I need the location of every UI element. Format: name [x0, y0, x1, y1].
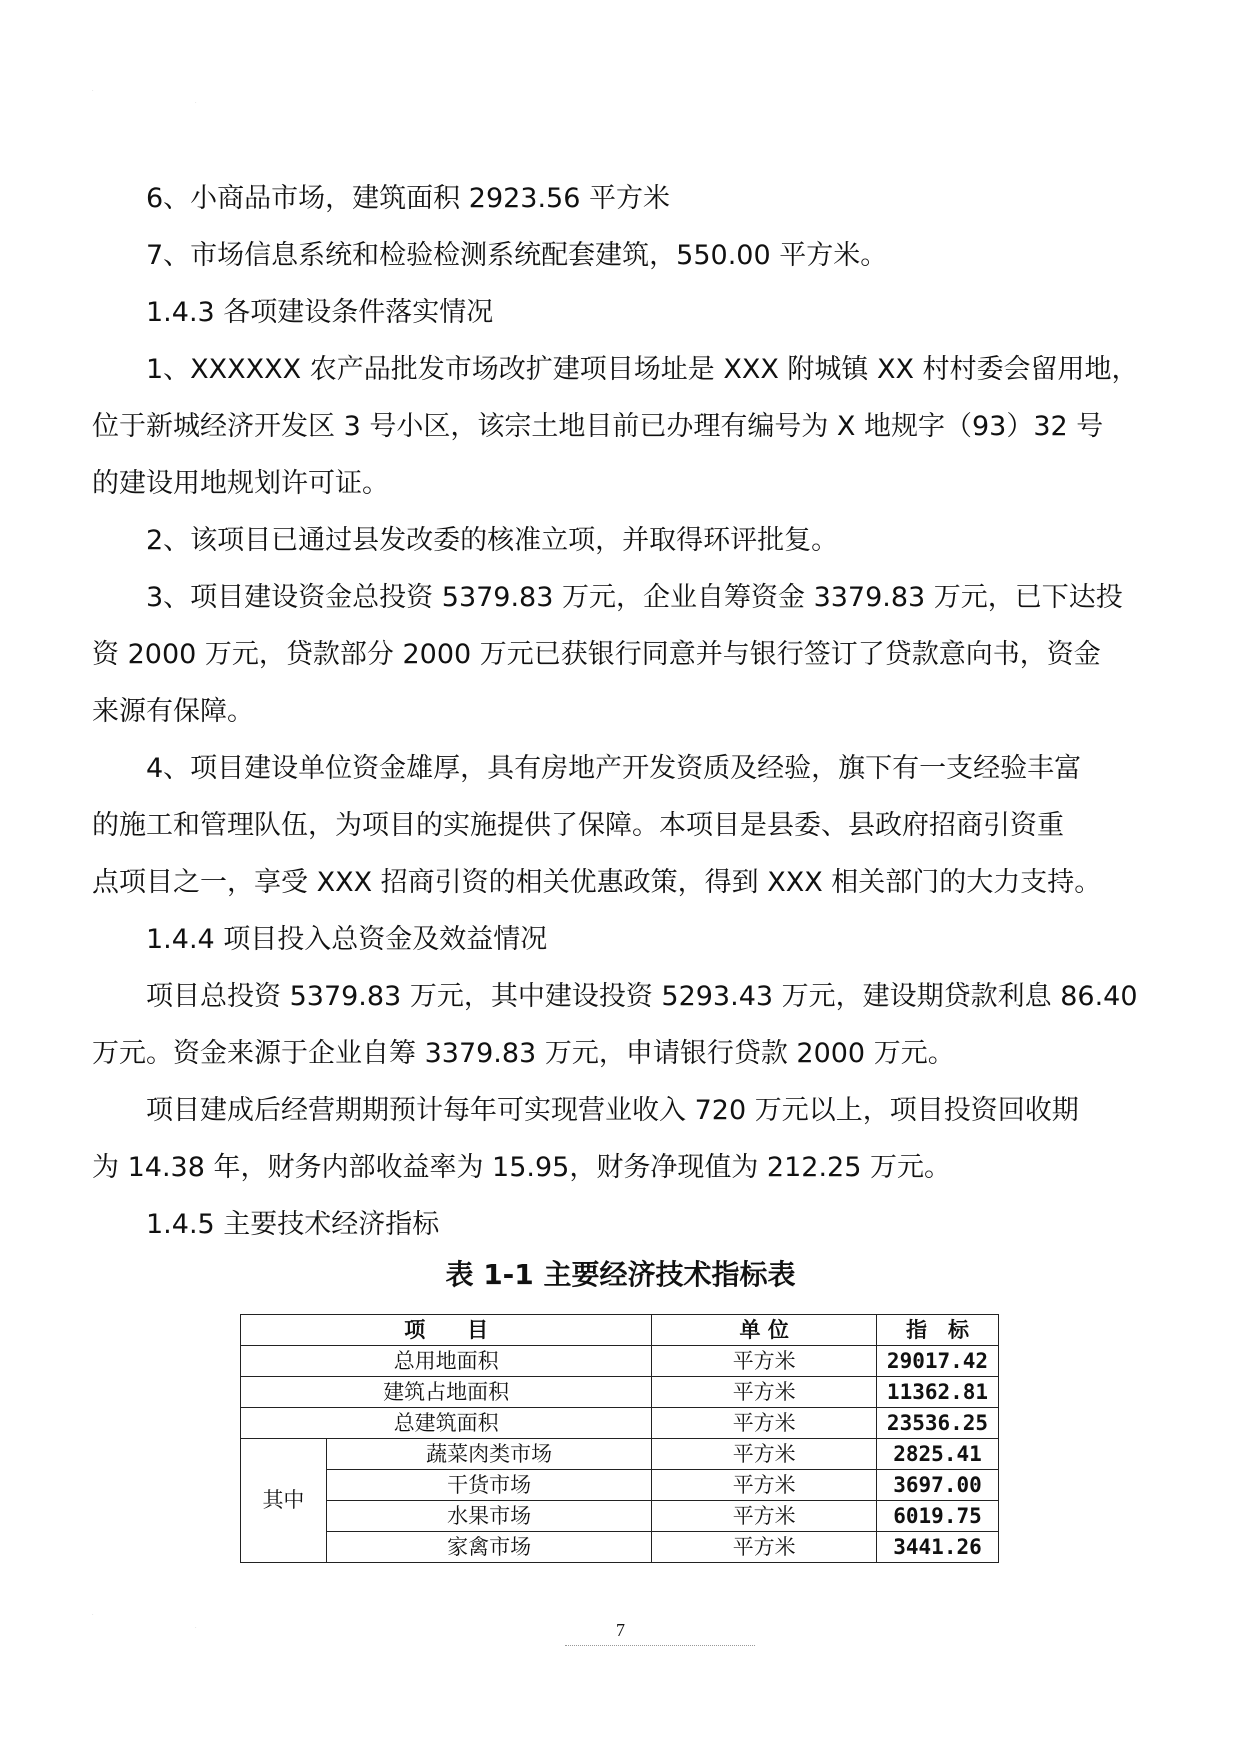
cell-item: 干货市场	[326, 1470, 651, 1501]
cell-unit: 平方米	[652, 1408, 877, 1439]
text-line: 位于新城经济开发区 3 号小区，该宗土地目前已办理有编号为 X 地规字（93）32 号	[92, 411, 1104, 442]
cell-value: 2825.41	[877, 1439, 999, 1470]
header-value: 指 标	[877, 1315, 999, 1346]
section-heading-1-4-5: 1.4.5 主要技术经济指标	[146, 1209, 440, 1240]
cell-item: 蔬菜肉类市场	[326, 1439, 651, 1470]
text-line: 4、项目建设单位资金雄厚，具有房地产开发资质及经验，旗下有一支经验丰富	[146, 753, 1082, 784]
table-row	[241, 1501, 999, 1532]
cell-value: 11362.81	[877, 1377, 999, 1408]
scan-mark: ·	[92, 88, 94, 94]
text-line: 点项目之一，享受 XXX 招商引资的相关优惠政策，得到 XXX 相关部门的大力支持。	[92, 867, 1102, 898]
table-row	[241, 1439, 999, 1470]
condition-3-paragraph	[92, 569, 1154, 740]
cell-value: 3697.00	[877, 1470, 999, 1501]
cell-item: 总用地面积	[241, 1346, 652, 1377]
table-title: 表 1-1 主要经济技术指标表	[445, 1258, 796, 1291]
cell-item: 水果市场	[326, 1501, 651, 1532]
text-line: 万元。资金来源于企业自筹 3379.83 万元，申请银行贷款 2000 万元。	[92, 1038, 955, 1069]
condition-2-paragraph: 2、该项目已通过县发改委的核准立项，并取得环评批复。	[146, 525, 839, 556]
table-row	[241, 1346, 999, 1377]
list-item-6: 6、小商品市场，建筑面积 2923.56 平方米	[146, 183, 670, 214]
cell-unit: 平方米	[652, 1470, 877, 1501]
economic-indicators-table	[240, 1314, 999, 1563]
cell-value: 29017.42	[877, 1346, 999, 1377]
table-row	[241, 1408, 999, 1439]
text-line: 为 14.38 年，财务内部收益率为 15.95，财务净现值为 212.25 万元。	[92, 1152, 951, 1183]
text-line: 项目建成后经营期期预计每年可实现营业收入 720 万元以上，项目投资回收期	[146, 1095, 1079, 1126]
scan-mark: ·	[195, 1625, 197, 1631]
table-header-row	[241, 1315, 999, 1346]
table-row	[241, 1377, 999, 1408]
text-line: 3、项目建设资金总投资 5379.83 万元，企业自筹资金 3379.83 万元，已下达投	[146, 582, 1123, 613]
text-line: 来源有保障。	[92, 696, 254, 727]
text-line: 的建设用地规划许可证。	[92, 468, 389, 499]
cell-unit: 平方米	[652, 1377, 877, 1408]
section-heading-1-4-3: 1.4.3 各项建设条件落实情况	[146, 297, 494, 328]
returns-paragraph	[92, 1082, 1154, 1196]
cell-unit: 平方米	[652, 1439, 877, 1470]
cell-value: 23536.25	[877, 1408, 999, 1439]
cell-item: 建筑占地面积	[241, 1377, 652, 1408]
section-heading-1-4-4: 1.4.4 项目投入总资金及效益情况	[146, 924, 548, 955]
page-number: 7	[616, 1620, 625, 1640]
cell-unit: 平方米	[652, 1346, 877, 1377]
condition-1-paragraph	[92, 341, 1154, 512]
cell-unit: 平方米	[652, 1501, 877, 1532]
list-item-7: 7、市场信息系统和检验检测系统配套建筑，550.00 平方米。	[146, 240, 888, 271]
group-label-cell: 其中	[241, 1439, 327, 1563]
cell-unit: 平方米	[652, 1532, 877, 1563]
header-unit: 单 位	[652, 1315, 877, 1346]
cell-item: 家禽市场	[326, 1532, 651, 1563]
text-line: 的施工和管理队伍，为项目的实施提供了保障。本项目是县委、县政府招商引资重	[92, 810, 1064, 841]
text-line: 1、XXXXXX 农产品批发市场改扩建项目场址是 XXX 附城镇 XX 村村委会留用地，	[146, 354, 1139, 385]
table-row	[241, 1532, 999, 1563]
header-item: 项 目	[241, 1315, 652, 1346]
cell-value: 6019.75	[877, 1501, 999, 1532]
scan-mark: ·	[195, 100, 197, 106]
text-line: 项目总投资 5379.83 万元，其中建设投资 5293.43 万元，建设期贷款利息 86.40	[146, 981, 1138, 1012]
condition-4-paragraph	[92, 740, 1154, 911]
investment-paragraph	[92, 968, 1154, 1082]
footer-divider	[565, 1645, 755, 1646]
table-row	[241, 1470, 999, 1501]
cell-item: 总建筑面积	[241, 1408, 652, 1439]
scan-mark: ·	[92, 1612, 94, 1618]
text-line: 资 2000 万元，贷款部分 2000 万元已获银行同意并与银行签订了贷款意向书，资金	[92, 639, 1101, 670]
cell-value: 3441.26	[877, 1532, 999, 1563]
